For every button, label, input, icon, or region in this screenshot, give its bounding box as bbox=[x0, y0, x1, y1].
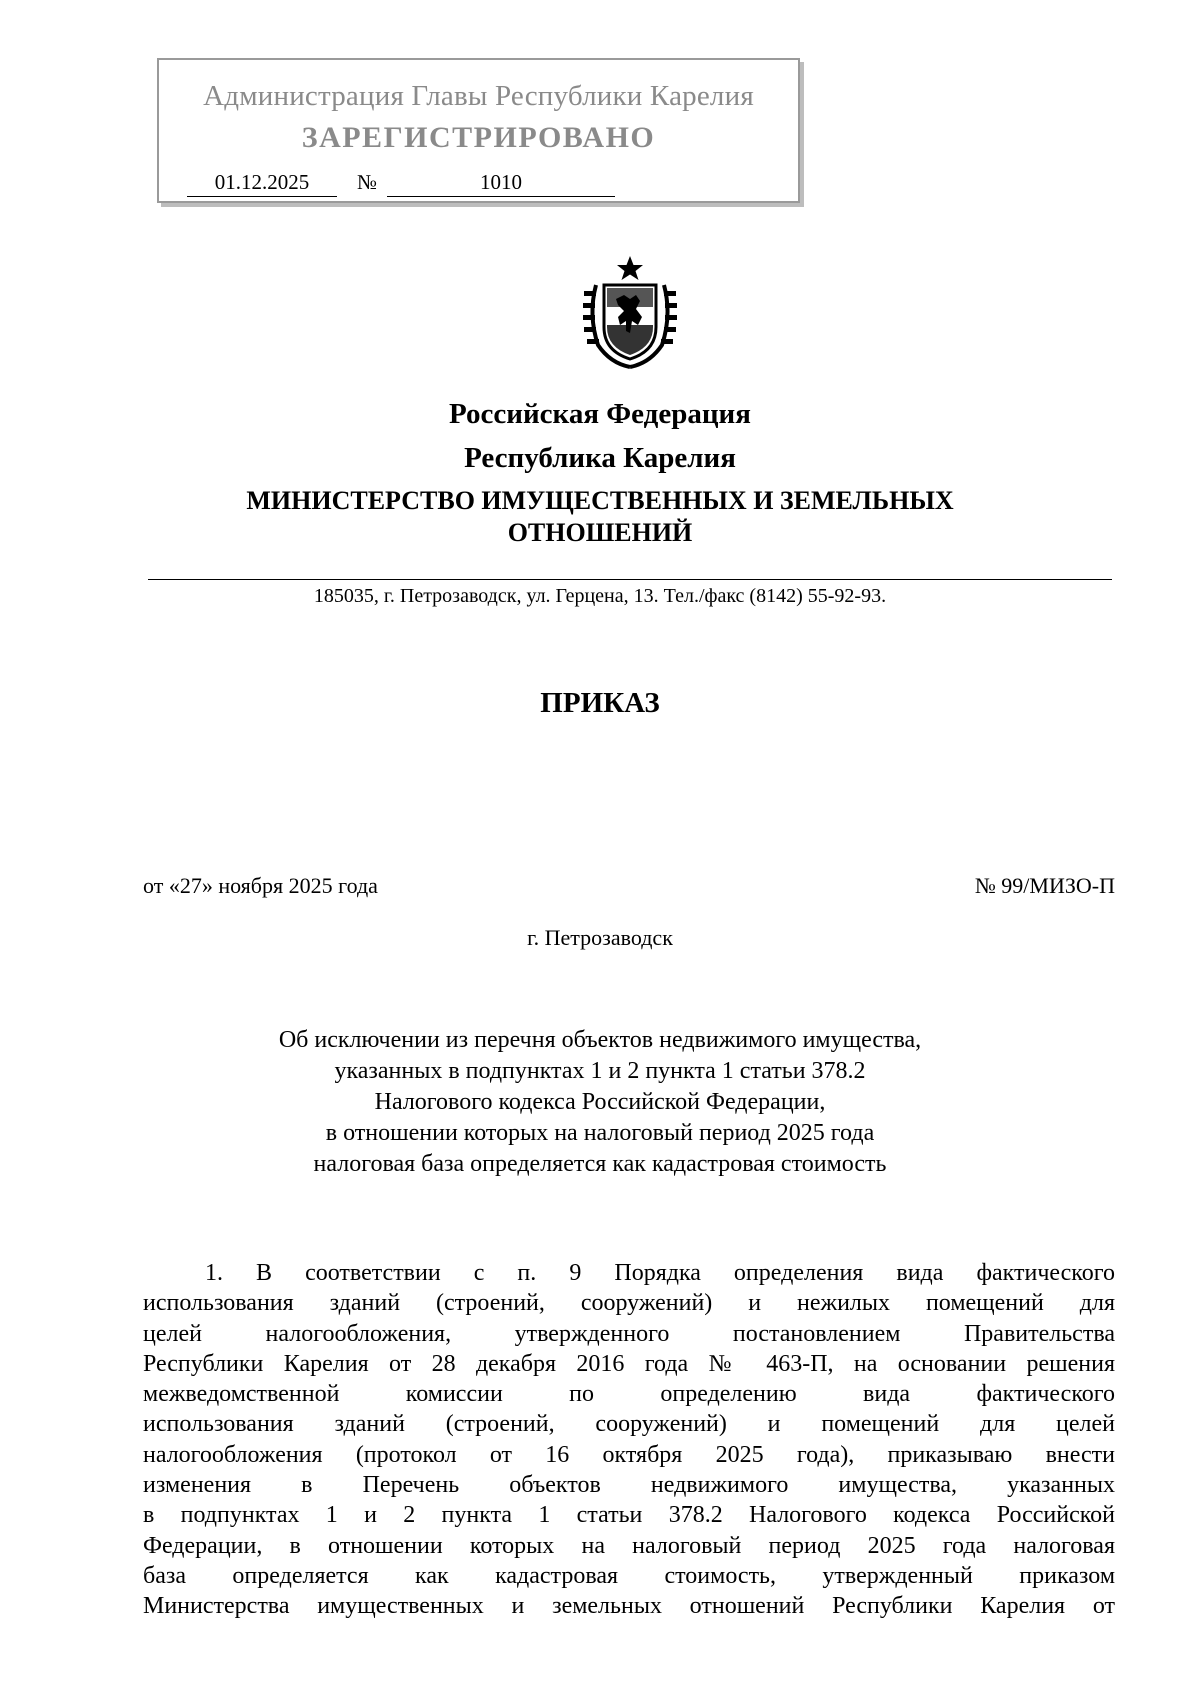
paragraph-line: налогообложения (протокол от 16 октября 2025 года), приказываю внести bbox=[143, 1441, 1115, 1468]
stamp-number: 1010 bbox=[387, 170, 615, 197]
header-country: Российская Федерация bbox=[449, 398, 751, 430]
document-city: г. Петрозаводск bbox=[527, 925, 673, 950]
paragraph-line: изменения в Перечень объектов недвижимого имущества, указанных bbox=[143, 1472, 1115, 1499]
paragraph-line: использования зданий (строений, сооружений) и нежилых помещений для bbox=[143, 1290, 1115, 1317]
body-paragraph bbox=[143, 1258, 1115, 1622]
subject-line: Налогового кодекса Российской Федерации, bbox=[374, 1089, 826, 1115]
stamp-registration-line bbox=[159, 170, 629, 200]
paragraph-line: Республики Карелия от 28 декабря 2016 года № 463-П, на основании решения bbox=[143, 1350, 1115, 1377]
subject-line: Об исключении из перечня объектов недвижимого имущества, bbox=[278, 1027, 922, 1053]
subject-line: налоговая база определяется как кадастровая стоимость bbox=[313, 1151, 887, 1177]
header-address: 185035, г. Петрозаводск, ул. Герцена, 13. Тел./факс (8142) 55-92-93. bbox=[313, 585, 887, 607]
paragraph-line: межведомственной комиссии по определению вида фактического bbox=[143, 1381, 1115, 1408]
paragraph-line: в подпунктах 1 и 2 пункта 1 статьи 378.2 Налогового кодекса Российской bbox=[143, 1502, 1115, 1529]
karelia-coat-of-arms-icon bbox=[580, 255, 680, 370]
registration-stamp bbox=[157, 58, 800, 203]
stamp-organization: Администрация Главы Республики Карелия bbox=[203, 80, 754, 112]
paragraph-line: использования зданий (строений, сооружений) и помещений для целей bbox=[143, 1411, 1115, 1438]
paragraph-line: целей налогообложения, утвержденного постановлением Правительства bbox=[143, 1320, 1115, 1347]
header-ministry-line2: ОТНОШЕНИЙ bbox=[507, 518, 693, 547]
document-subject bbox=[0, 1025, 1200, 1180]
document-type-title: ПРИКАЗ bbox=[540, 687, 660, 719]
header-divider bbox=[148, 579, 1112, 580]
document-number: № 99/МИЗО-П bbox=[974, 873, 1115, 898]
stamp-status: ЗАРЕГИСТРИРОВАНО bbox=[301, 121, 656, 154]
paragraph-line: база определяется как кадастровая стоимость, утвержденный приказом bbox=[143, 1562, 1115, 1589]
paragraph-line: Министерства имущественных и земельных отношений Республики Карелия от bbox=[143, 1593, 1115, 1620]
paragraph-line: Федерации, в отношении которых на налоговый период 2025 года налоговая bbox=[143, 1532, 1115, 1559]
document-date: от «27» ноября 2025 года bbox=[143, 873, 378, 898]
stamp-date: 01.12.2025 bbox=[187, 170, 337, 197]
header-republic: Республика Карелия bbox=[464, 442, 736, 474]
subject-line: в отношении которых на налоговый период 2025 года bbox=[325, 1120, 875, 1146]
subject-line: указанных в подпунктах 1 и 2 пункта 1 статьи 378.2 bbox=[334, 1058, 866, 1084]
paragraph-line: 1. В соответствии с п. 9 Порядка определения вида фактического bbox=[205, 1260, 1115, 1286]
header-ministry-line1: МИНИСТЕРСТВО ИМУЩЕСТВЕННЫХ И ЗЕМЕЛЬНЫХ bbox=[246, 486, 954, 515]
stamp-number-sign: № bbox=[357, 170, 378, 194]
